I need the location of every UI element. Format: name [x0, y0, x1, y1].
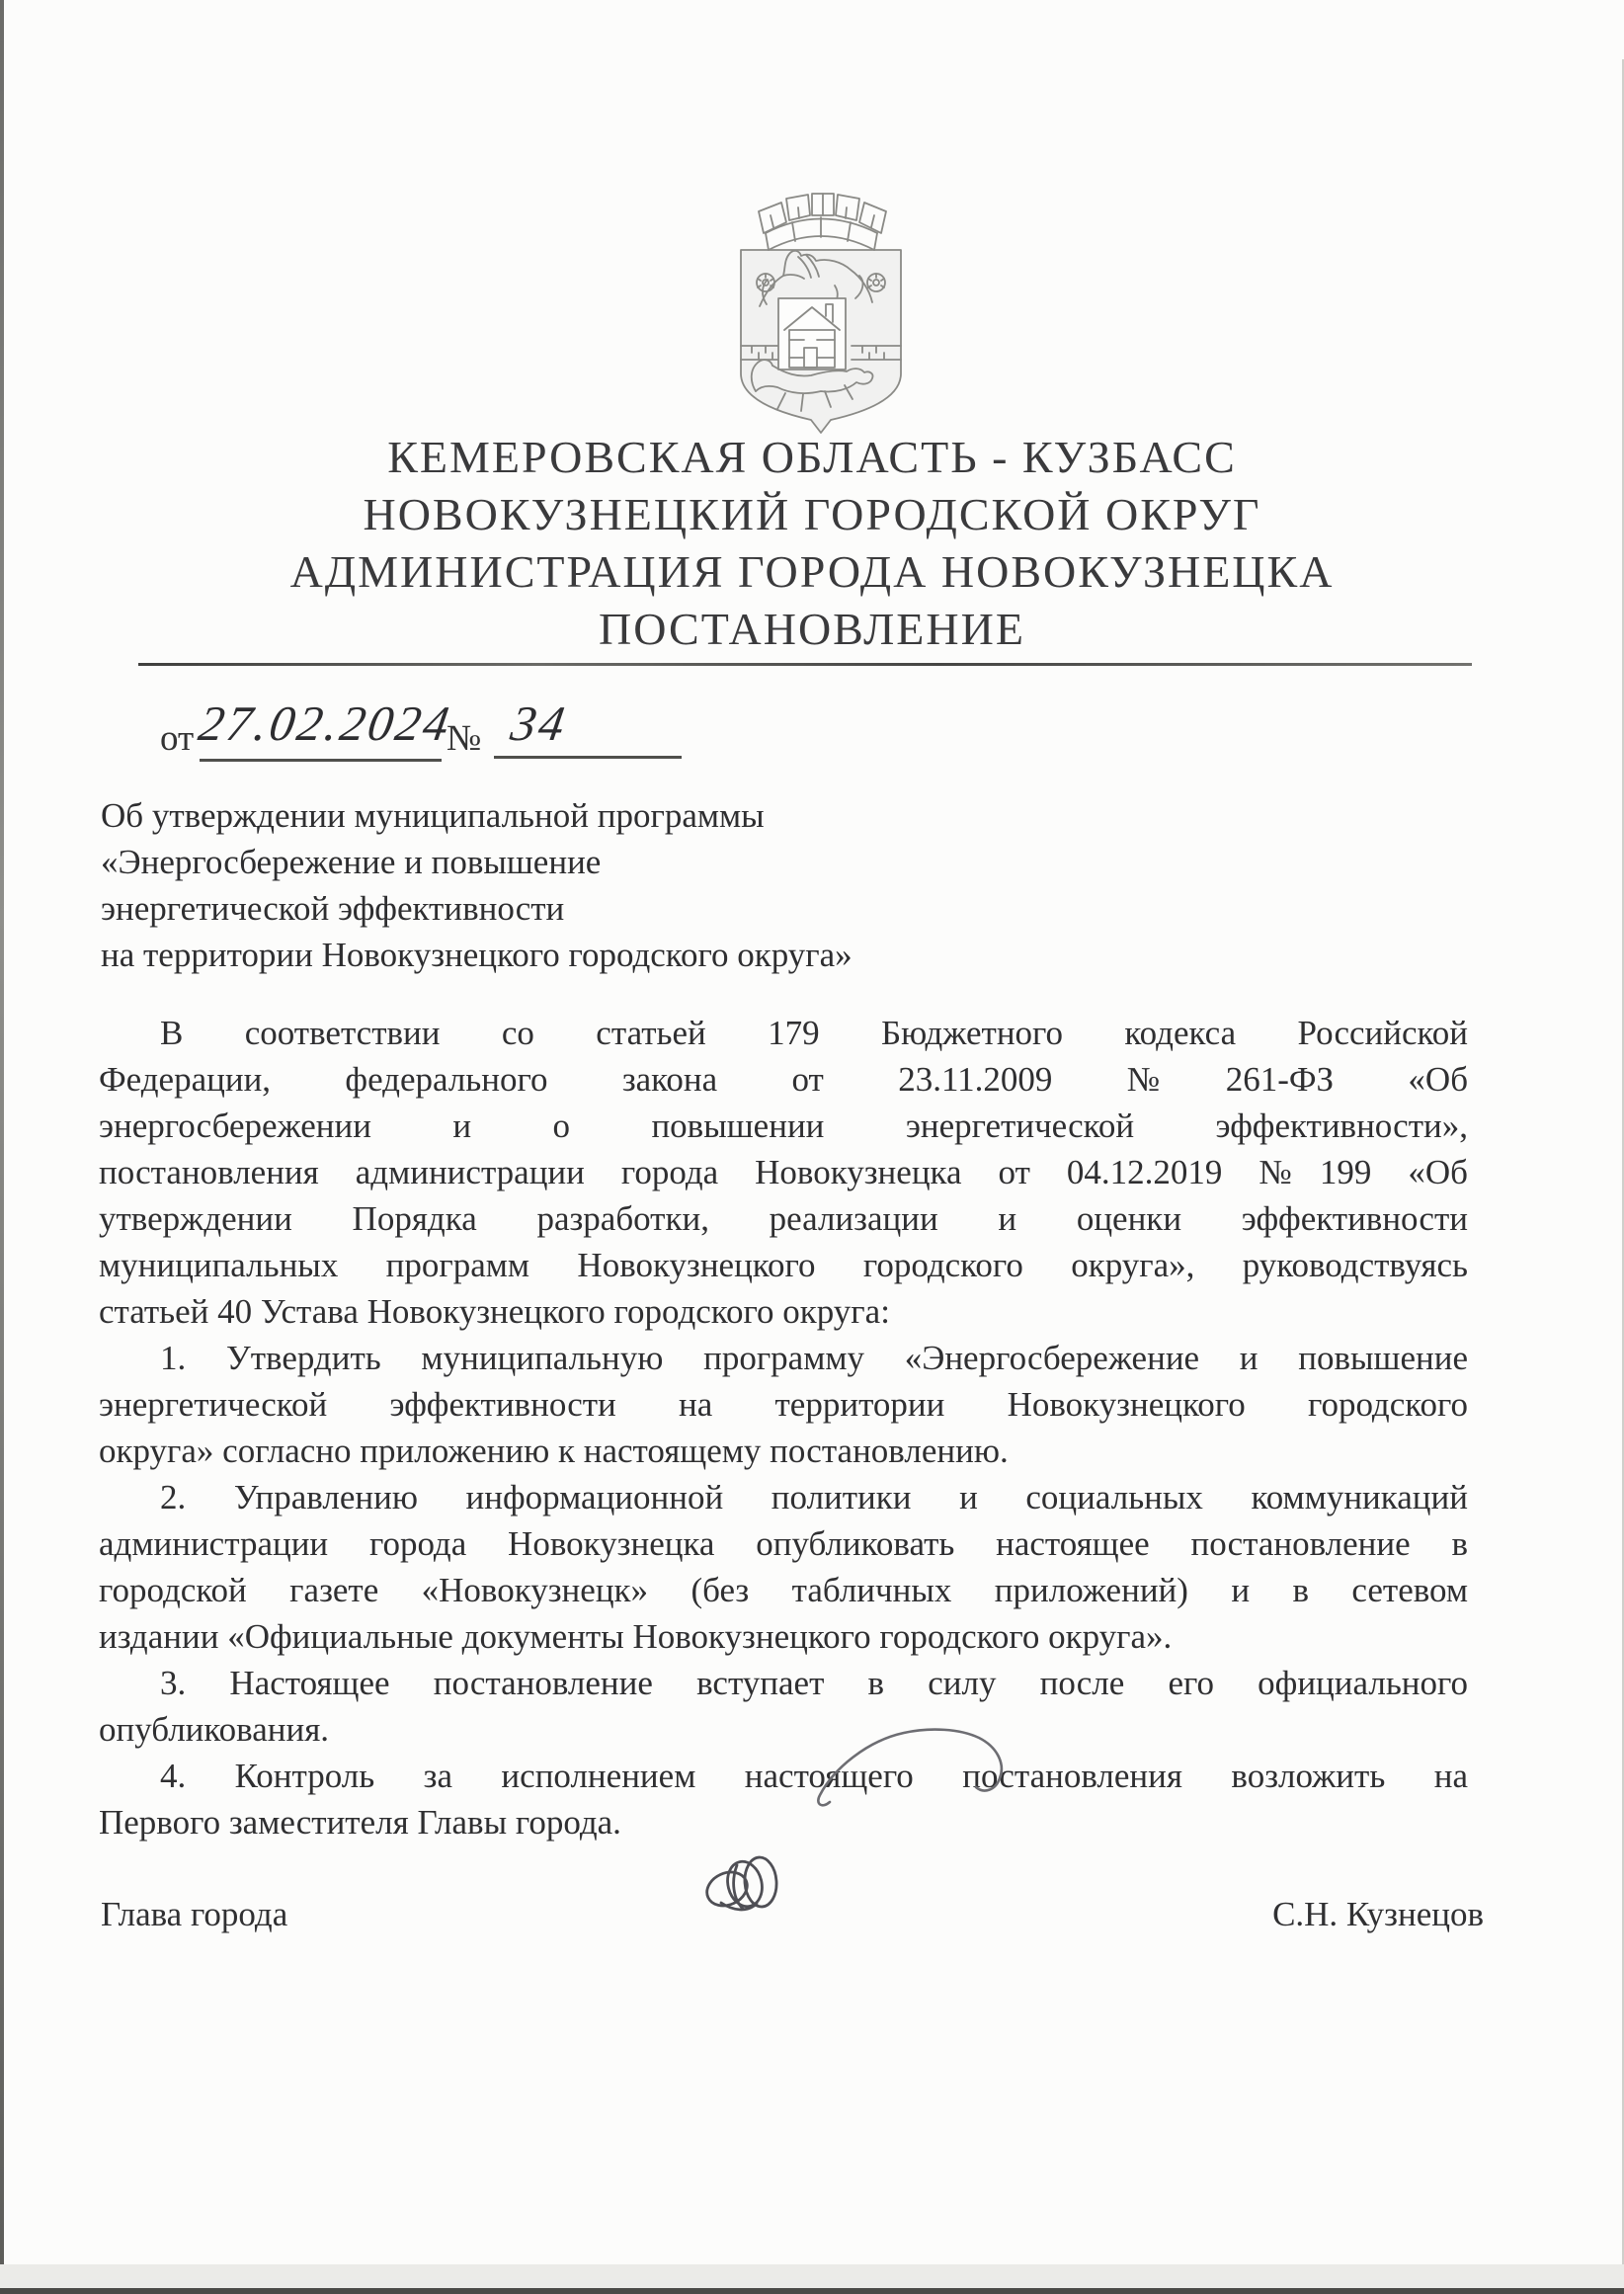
body-line: постановления администрации города Новокузнецка от 04.12.2019 №199 «Об — [99, 1153, 1468, 1191]
header-region-line: КЕМЕРОВСКАЯ ОБЛАСТЬ - КУЗБАСС — [387, 432, 1237, 482]
subject-line: Об утверждении муниципальной программы — [101, 796, 765, 835]
decree-body — [99, 1010, 1468, 1845]
date-value-handwritten: 27.02.2024 — [195, 696, 456, 751]
header-district-line: НОВОКУЗНЕЦКИЙ ГОРОДСКОЙ ОКРУГ — [363, 489, 1261, 539]
body-line: администрации города Новокузнецка опубликовать настоящее постановление в — [99, 1524, 1468, 1563]
body-line: энергетической эффективности на территории Новокузнецкого городского — [99, 1385, 1468, 1424]
number-sign: № — [447, 718, 482, 759]
body-line: опубликования. — [99, 1710, 330, 1749]
signature-row — [0, 1885, 1624, 1954]
body-line: округа» согласно приложению к настоящему постановлению. — [99, 1432, 1009, 1470]
number-underline — [494, 692, 682, 759]
signer-name: С.Н. Кузнецов — [1272, 1895, 1484, 1933]
body-line: муниципальных программ Новокузнецкого городского округа», руководствуясь — [99, 1246, 1468, 1284]
date-underline — [195, 692, 456, 762]
body-line: Первого заместителя Главы города. — [99, 1803, 621, 1842]
scan-bottom-band — [0, 2264, 1624, 2288]
subject-line: на территории Новокузнецкого городского округа» — [101, 936, 853, 974]
scan-edge-bottom — [0, 2288, 1624, 2294]
body-line: 2. Управлению информационной политики и социальных коммуникаций — [160, 1478, 1468, 1516]
subject-line: энергетической эффективности — [101, 889, 565, 928]
signature-scribble-mark — [691, 1849, 800, 1924]
date-number-line — [0, 694, 1624, 765]
body-line: статьей 40 Устава Новокузнецкого городского округа: — [99, 1292, 890, 1331]
date-from-label: от — [160, 718, 195, 759]
number-value-handwritten: 34 — [507, 696, 572, 751]
subject-line: «Энергосбережение и повышение — [101, 843, 602, 881]
signature-position-label: Глава города — [101, 1895, 288, 1933]
body-line: утверждении Порядка разработки, реализации и оценки эффективности — [99, 1199, 1468, 1238]
body-line: 4. Контроль за исполнением настоящего постановления возложить на — [160, 1757, 1468, 1795]
body-line: издании «Официальные документы Новокузнецкого городского округа». — [99, 1617, 1173, 1656]
letterhead — [0, 429, 1624, 658]
body-line: В соответствии со статьей 179 Бюджетного кодекса Российской — [160, 1014, 1468, 1052]
doc-type-title: ПОСТАНОВЛЕНИЕ — [599, 604, 1025, 654]
body-line: Федерации, федерального закона от 23.11.2009 №261-ФЗ «Об — [99, 1060, 1468, 1099]
header-authority-line: АДМИНИСТРАЦИЯ ГОРОДА НОВОКУЗНЕЦКА — [289, 546, 1335, 597]
novokuznetsk-emblem-drawing — [687, 166, 919, 443]
body-line: энергосбережении и о повышении энергетической эффективности», — [99, 1106, 1468, 1145]
header-divider-rule — [138, 663, 1472, 666]
body-line: городской газете «Новокузнецк» (без табличных приложений) и в сетевом — [99, 1571, 1468, 1609]
subject-block — [101, 792, 1069, 978]
body-line: 1. Утвердить муниципальную программу «Энергосбережение и повышение — [160, 1339, 1468, 1377]
scan-edge-left — [0, 0, 4, 2294]
body-line: 3. Настоящее постановление вступает в силу после его официального — [160, 1664, 1468, 1702]
pen-flourish-mark — [810, 1717, 1027, 1816]
coat-of-arms-icon — [687, 166, 919, 443]
